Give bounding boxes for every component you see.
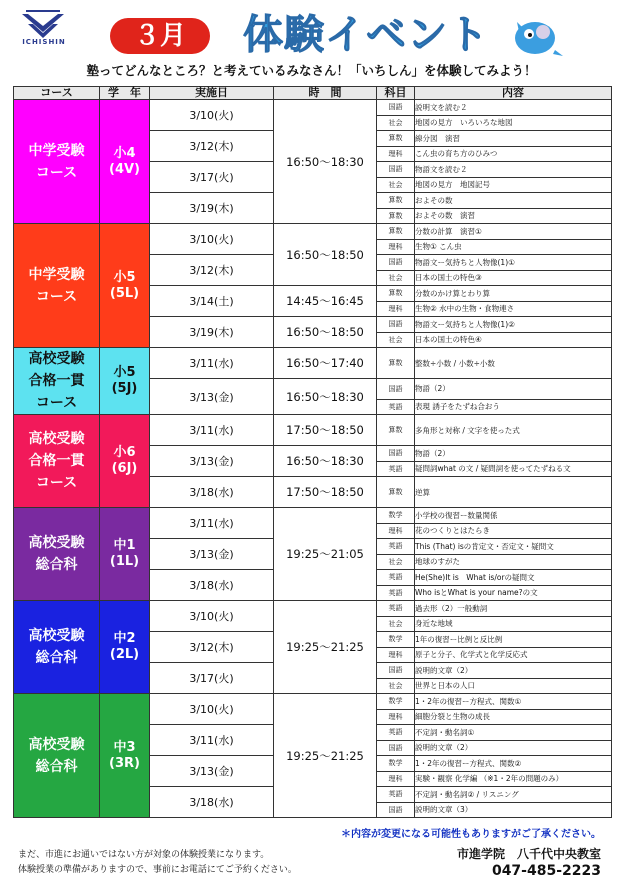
subject-cell: 算数 xyxy=(377,415,415,446)
content-cell: 説明的文章（3） xyxy=(415,802,612,818)
date-cell: 3/19(木) xyxy=(150,193,274,224)
subject-cell: 社会 xyxy=(377,270,415,286)
content-cell: 物語文を読む２ xyxy=(415,162,612,178)
course-cell xyxy=(14,601,100,694)
subject-cell: 英語 xyxy=(377,539,415,555)
time-cell: 19:25〜21:25 xyxy=(274,601,377,694)
column-header: 内容 xyxy=(415,87,612,100)
content-cell: こん虫の育ち方のひみつ xyxy=(415,146,612,162)
content-cell: 表現 誘子をたずね合おう xyxy=(415,399,612,415)
grade-cell xyxy=(100,508,150,601)
subject-cell: 数学 xyxy=(377,694,415,710)
date-cell: 3/11(水) xyxy=(150,508,274,539)
content-cell: 物語（2） xyxy=(415,379,612,400)
date-cell: 3/19(木) xyxy=(150,317,274,348)
content-cell: およその数 xyxy=(415,193,612,209)
subject-cell: 算数 xyxy=(377,477,415,508)
table-header-row xyxy=(14,87,612,100)
subject-cell: 英語 xyxy=(377,601,415,617)
course-cell xyxy=(14,415,100,508)
schedule-table xyxy=(13,86,612,818)
date-cell: 3/12(木) xyxy=(150,255,274,286)
table-row xyxy=(14,508,612,524)
course-label: 高校受験 xyxy=(28,736,85,753)
content-cell: 分数の計算 演習① xyxy=(415,224,612,240)
table-row xyxy=(14,694,612,710)
grade-label: 中3 xyxy=(113,739,136,755)
date-cell: 3/14(土) xyxy=(150,286,274,317)
content-cell: 1・2年の復習ー方程式、関数① xyxy=(415,694,612,710)
time-cell: 16:50〜18:30 xyxy=(274,100,377,224)
subject-cell: 国語 xyxy=(377,446,415,462)
header xyxy=(0,0,623,95)
subject-cell: 理科 xyxy=(377,239,415,255)
course-label: 総合科 xyxy=(35,758,78,775)
content-cell: 分数のかけ算とわり算 xyxy=(415,286,612,302)
subject-cell: 理科 xyxy=(377,647,415,663)
course-label: 中学受験 xyxy=(28,266,85,283)
content-cell: 日本の国土の特色③ xyxy=(415,270,612,286)
subject-cell: 理科 xyxy=(377,146,415,162)
subject-cell: 算数 xyxy=(377,131,415,147)
subject-cell: 社会 xyxy=(377,554,415,570)
grade-label: 中2 xyxy=(113,631,136,646)
course-cell xyxy=(14,224,100,348)
content-cell: This (That) isの肯定文・否定文・疑問文 xyxy=(415,539,612,555)
column-header: 時 間 xyxy=(274,87,377,100)
course-label: コース xyxy=(35,288,78,305)
time-cell: 16:50〜18:50 xyxy=(274,317,377,348)
content-cell: 不定詞・動名詞① xyxy=(415,725,612,741)
table-row xyxy=(14,224,612,240)
grade-cell xyxy=(100,694,150,818)
time-cell: 16:50〜18:30 xyxy=(274,379,377,415)
column-header: 学 年 xyxy=(100,87,150,100)
content-cell: 説明的文章（2） xyxy=(415,663,612,679)
column-header: 科目 xyxy=(377,87,415,100)
subject-cell: 英語 xyxy=(377,570,415,586)
month-badge: ３月 xyxy=(110,18,210,54)
subject-cell: 国語 xyxy=(377,740,415,756)
grade-cell xyxy=(100,415,150,508)
course-cell xyxy=(14,348,100,415)
course-label: 高校受験 xyxy=(28,628,85,644)
content-cell: およその数 演習 xyxy=(415,208,612,224)
table-row xyxy=(14,601,612,617)
course-cell xyxy=(14,100,100,224)
subject-cell: 英語 xyxy=(377,399,415,415)
content-cell: 生物② 水中の生物・食物連さ xyxy=(415,301,612,317)
mascot-icon xyxy=(505,10,565,58)
date-cell: 3/17(火) xyxy=(150,162,274,193)
grade-cell xyxy=(100,224,150,348)
course-label: 総合科 xyxy=(35,650,78,666)
course-label: 高校受験 xyxy=(28,431,85,447)
subject-cell: 英語 xyxy=(377,725,415,741)
content-cell: 説明的文章（2） xyxy=(415,740,612,756)
subject-cell: 算数 xyxy=(377,348,415,379)
subject-cell: 社会 xyxy=(377,115,415,131)
date-cell: 3/13(金) xyxy=(150,756,274,787)
subject-cell: 理科 xyxy=(377,771,415,787)
subject-cell: 国語 xyxy=(377,162,415,178)
course-label: コース xyxy=(35,395,78,411)
subject-cell: 算数 xyxy=(377,286,415,302)
content-cell: 花のつくりとはたらき xyxy=(415,523,612,539)
date-cell: 3/13(金) xyxy=(150,379,274,415)
grade-cell xyxy=(100,100,150,224)
course-label: 中学受験 xyxy=(28,142,85,159)
date-cell: 3/11(水) xyxy=(150,415,274,446)
subject-cell: 社会 xyxy=(377,616,415,632)
time-cell: 19:25〜21:05 xyxy=(274,508,377,601)
content-cell: 地図の見方 地図記号 xyxy=(415,177,612,193)
footer-notes xyxy=(18,848,297,878)
grade-label: 小5 xyxy=(113,365,136,380)
content-cell: 1年の復習ー比例と反比例 xyxy=(415,632,612,648)
table-row xyxy=(14,100,612,116)
content-cell: 小学校の復習ー数量関係 xyxy=(415,508,612,524)
subject-cell: 算数 xyxy=(377,208,415,224)
column-header: コース xyxy=(14,87,100,100)
content-cell: 地図の見方 いろいろな地図 xyxy=(415,115,612,131)
date-cell: 3/10(火) xyxy=(150,601,274,632)
content-cell: 実験・観察 化学編 （※1・2年の問題のみ） xyxy=(415,771,612,787)
content-cell: 多角形と対称 / 文字を使った式 xyxy=(415,415,612,446)
content-cell: 疑問詞what の文 / 疑問詞を使ってたずねる文 xyxy=(415,461,612,477)
time-cell: 17:50〜18:50 xyxy=(274,415,377,446)
subject-cell: 理科 xyxy=(377,709,415,725)
grade-label: (6J) xyxy=(111,461,138,476)
grade-label: (2L) xyxy=(109,647,140,662)
page-title: 体験イベント xyxy=(243,12,489,58)
date-cell: 3/10(火) xyxy=(150,694,274,725)
content-cell: 物語（2） xyxy=(415,446,612,462)
time-cell: 16:50〜18:30 xyxy=(274,446,377,477)
content-cell: Who isとWhat is your name?の文 xyxy=(415,585,612,601)
content-cell: 世界と日本の人口 xyxy=(415,678,612,694)
course-label: 高校受験 xyxy=(28,535,85,551)
date-cell: 3/11(水) xyxy=(150,348,274,379)
date-cell: 3/11(水) xyxy=(150,725,274,756)
date-cell: 3/13(金) xyxy=(150,539,274,570)
grade-label: (3R) xyxy=(109,755,140,771)
footer-note-line: まだ、市進にお通いではない方が対象の体験授業になります。 xyxy=(18,850,270,860)
subject-cell: 英語 xyxy=(377,787,415,803)
date-cell: 3/18(水) xyxy=(150,477,274,508)
subject-cell: 理科 xyxy=(377,523,415,539)
subject-cell: 国語 xyxy=(377,255,415,271)
content-cell: He(She)It is What is/orの疑問文 xyxy=(415,570,612,586)
phone-number[interactable]: 047-485-2223 xyxy=(491,863,601,879)
content-cell: 線分図 演習 xyxy=(415,131,612,147)
content-cell: 過去形（2）一般動詞 xyxy=(415,601,612,617)
logo-text: ICHISHIN xyxy=(22,38,66,46)
grade-label: (1L) xyxy=(109,554,140,569)
content-cell: 身近な地域 xyxy=(415,616,612,632)
course-cell xyxy=(14,694,100,818)
date-cell: 3/10(火) xyxy=(150,224,274,255)
subject-cell: 国語 xyxy=(377,317,415,333)
subject-cell: 国語 xyxy=(377,100,415,116)
grade-label: 小6 xyxy=(113,445,136,460)
grade-label: 小4 xyxy=(113,145,136,161)
subject-cell: 国語 xyxy=(377,379,415,400)
column-header: 実施日 xyxy=(150,87,274,100)
date-cell: 3/12(木) xyxy=(150,632,274,663)
content-cell: 細胞分裂と生物の成長 xyxy=(415,709,612,725)
subject-cell: 数学 xyxy=(377,756,415,772)
subject-cell: 社会 xyxy=(377,332,415,348)
subject-cell: 社会 xyxy=(377,177,415,193)
date-cell: 3/18(水) xyxy=(150,787,274,818)
school-contact xyxy=(457,846,601,880)
date-cell: 3/12(木) xyxy=(150,131,274,162)
course-label: コース xyxy=(35,475,78,491)
content-cell: 物語文ー気持ちと人物像(1)② xyxy=(415,317,612,333)
content-cell: 日本の国土の特色④ xyxy=(415,332,612,348)
subject-cell: 数学 xyxy=(377,508,415,524)
content-cell: 地球のすがた xyxy=(415,554,612,570)
date-cell: 3/10(火) xyxy=(150,100,274,131)
grade-label: (5J) xyxy=(111,381,138,396)
content-cell: 生物① こん虫 xyxy=(415,239,612,255)
date-cell: 3/13(金) xyxy=(150,446,274,477)
content-cell: 原子と分子、化学式と化学反応式 xyxy=(415,647,612,663)
grade-label: (5L) xyxy=(109,285,140,301)
time-cell: 16:50〜17:40 xyxy=(274,348,377,379)
change-notice: ＊内容が変更になる可能性もありますがご了承ください。 xyxy=(341,829,601,840)
course-label: 高校受験 xyxy=(28,351,85,367)
content-cell: 説明文を読む２ xyxy=(415,100,612,116)
time-cell: 19:25〜21:25 xyxy=(274,694,377,818)
content-cell: 整数÷小数 / 小数÷小数 xyxy=(415,348,612,379)
grade-label: 中1 xyxy=(113,538,136,553)
grade-label: (4V) xyxy=(109,161,140,177)
date-cell: 3/18(水) xyxy=(150,570,274,601)
school-name: 市進学院 八千代中央教室 xyxy=(456,847,601,861)
subtitle: 塾ってどんなところ？と考えているみなさん！「いちしん」を体験してみよう！ xyxy=(86,63,537,78)
course-cell xyxy=(14,508,100,601)
content-cell: 1・2年の復習ー方程式、関数② xyxy=(415,756,612,772)
grade-cell xyxy=(100,601,150,694)
subject-cell: 社会 xyxy=(377,678,415,694)
time-cell: 17:50〜18:50 xyxy=(274,477,377,508)
content-cell: 物語文ー気持ちと人物像(1)① xyxy=(415,255,612,271)
course-label: 総合科 xyxy=(35,557,78,573)
time-cell: 16:50〜18:50 xyxy=(274,224,377,286)
content-cell: 不定詞・動名詞② / リスニング xyxy=(415,787,612,803)
grade-cell xyxy=(100,348,150,415)
footer-note-line: 体験授業の準備がありますので、事前にお電話にてご予約ください。 xyxy=(18,865,297,875)
subject-cell: 算数 xyxy=(377,224,415,240)
course-label: 合格一貫 xyxy=(28,373,85,389)
subject-cell: 算数 xyxy=(377,193,415,209)
grade-label: 小5 xyxy=(113,269,136,285)
course-label: 合格一貫 xyxy=(28,453,85,469)
time-cell: 14:45〜16:45 xyxy=(274,286,377,317)
subject-cell: 数学 xyxy=(377,632,415,648)
content-cell: 逆算 xyxy=(415,477,612,508)
subject-cell: 国語 xyxy=(377,663,415,679)
date-cell: 3/17(火) xyxy=(150,663,274,694)
subject-cell: 英語 xyxy=(377,585,415,601)
subject-cell: 理科 xyxy=(377,301,415,317)
course-label: コース xyxy=(35,164,78,181)
subject-cell: 国語 xyxy=(377,802,415,818)
subject-cell: 英語 xyxy=(377,461,415,477)
